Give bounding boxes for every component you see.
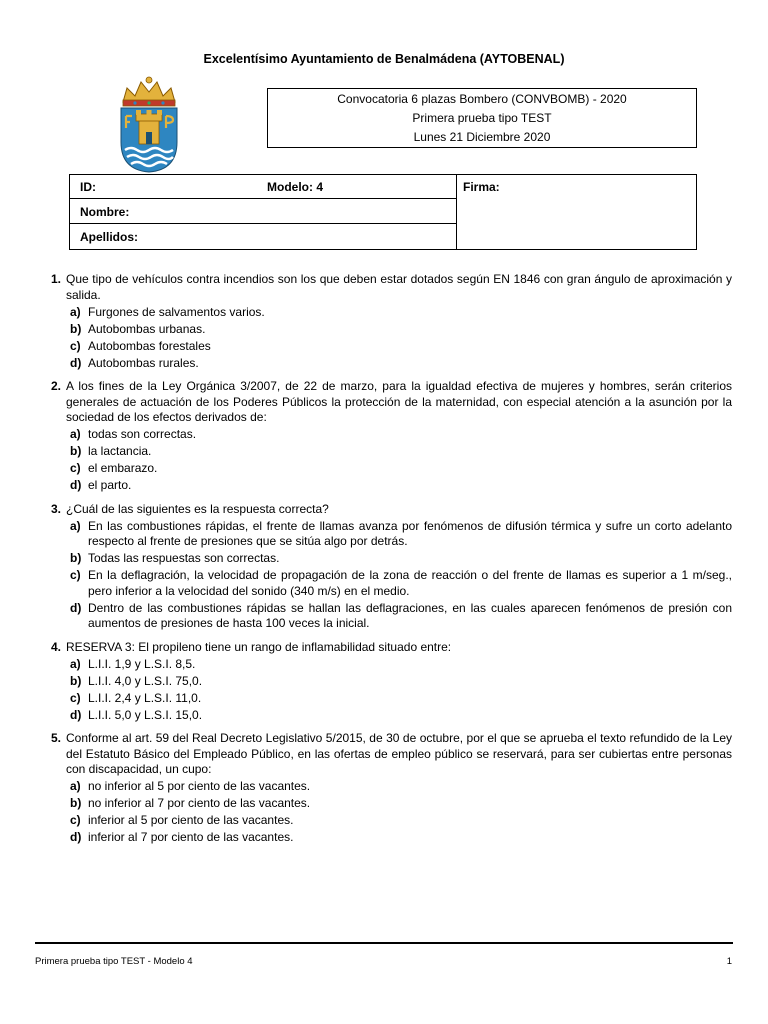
prueba-line: Primera prueba tipo TEST: [412, 111, 552, 125]
footer-label: Primera prueba tipo TEST - Modelo 4: [35, 956, 193, 967]
id-label: ID:: [80, 180, 96, 194]
option-d[interactable]: d) Autobombas rurales.: [70, 355, 199, 370]
question-number: 2.: [51, 379, 62, 393]
question-list: [0, 272, 768, 854]
modelo-label: Modelo: 4: [267, 180, 323, 194]
question-4: [0, 640, 768, 724]
page-title: Excelentísimo Ayuntamiento de Benalmádena (AYTOBENAL): [203, 52, 565, 66]
convocatoria-line: Convocatoria 6 plazas Bombero (CONVBOMB) - 2020: [337, 92, 627, 106]
question-number: 1.: [51, 272, 62, 286]
option-c[interactable]: c) el embarazo.: [70, 461, 158, 475]
question-number: 3.: [51, 501, 62, 516]
option-c[interactable]: c) L.I.I. 2,4 y L.S.I. 11,0.: [70, 690, 202, 705]
question-number: 4.: [51, 639, 62, 654]
option-b[interactable]: b) la lactancia.: [70, 444, 152, 458]
option-b[interactable]: b) L.I.I. 4,0 y L.S.I. 75,0.: [70, 673, 203, 688]
option-b[interactable]: b) Todas las respuestas son correctas.: [70, 551, 280, 565]
question-text: ¿Cuál de las siguientes es la respuesta correcta?: [66, 501, 329, 516]
apellidos-label: Apellidos:: [80, 230, 139, 244]
option-a[interactable]: a) Furgones de salvamentos varios.: [70, 304, 265, 319]
option-d[interactable]: d) inferior al 7 por ciento de las vacantes.: [70, 830, 294, 844]
nombre-row[interactable]: [70, 200, 456, 224]
nombre-label: Nombre:: [80, 205, 130, 219]
option-a[interactable]: a) En las combustiones rápidas, el frente de llamas avanza por fenómenos de difusión térmica y sufre un corto adelanto respecto al frente de presiones que se sitúa algo por detrás.: [70, 518, 732, 548]
option-d[interactable]: d) el parto.: [70, 478, 132, 492]
option-b[interactable]: b) Autobombas urbanas.: [70, 321, 206, 336]
option-a[interactable]: a) todas son correctas.: [70, 427, 197, 441]
option-c[interactable]: c) Autobombas forestales: [70, 338, 211, 353]
question-2: [0, 379, 768, 494]
option-c[interactable]: c) En la deflagración, la velocidad de propagación de la zona de reacción o del frente de llamas es superior a 1 m/seg., pero inferior a la velocidad del sonido (340 m/s) en el medio.: [70, 568, 732, 598]
question-text: Conforme al art. 59 del Real Decreto Legislativo 5/2015, de 30 de octubre, por el que se aprueba el texto refundido de la Ley del Estatuto Básico del Empleado Público, en las ofertas de empleo público se reservará, para ser cubiertas entre personas con discapacidad, un cupo:: [66, 731, 732, 776]
question-3: [0, 502, 768, 632]
date-line: Lunes 21 Diciembre 2020: [413, 130, 551, 144]
option-d[interactable]: d) Dentro de las combustiones rápidas se hallan las deflagraciones, en las cuales aparecen fenómenos de presión con aumentos de presiones de hasta 100 veces la inicial.: [70, 600, 732, 630]
option-d[interactable]: d) L.I.I. 5,0 y L.S.I. 15,0.: [70, 707, 203, 722]
apellidos-row[interactable]: [70, 225, 456, 249]
candidate-id-table: [69, 174, 697, 250]
id-row[interactable]: [70, 175, 456, 199]
option-a[interactable]: a) L.I.I. 1,9 y L.S.I. 8,5.: [70, 656, 196, 671]
page-number: 1: [726, 956, 732, 967]
option-c[interactable]: c) inferior al 5 por ciento de las vacantes.: [70, 813, 294, 827]
question-text: A los fines de la Ley Orgánica 3/2007, de 22 de marzo, para la igualdad efectiva de mujeres y hombres, serán criterios generales de actuación de los Poderes Públicos la protección de la maternidad, con especial atención a la asunción por la sociedad de los efectos derivados de:: [66, 379, 732, 424]
footer-divider: [35, 942, 733, 944]
option-b[interactable]: b) no inferior al 7 por ciento de las vacantes.: [70, 796, 311, 810]
coat-of-arms-icon: [117, 76, 181, 174]
exam-info-box: [267, 88, 697, 148]
question-5: [0, 731, 768, 846]
question-text: Que tipo de vehículos contra incendios son los que deben estar dotados según EN 1846 con gran ángulo de aproximación y salida.: [66, 272, 732, 302]
firma-label: Firma:: [463, 180, 500, 194]
option-a[interactable]: a) no inferior al 5 por ciento de las vacantes.: [70, 779, 311, 793]
question-1: [0, 272, 768, 371]
question-text: RESERVA 3: El propileno tiene un rango de inflamabilidad situado entre:: [66, 639, 452, 654]
question-number: 5.: [51, 731, 62, 745]
